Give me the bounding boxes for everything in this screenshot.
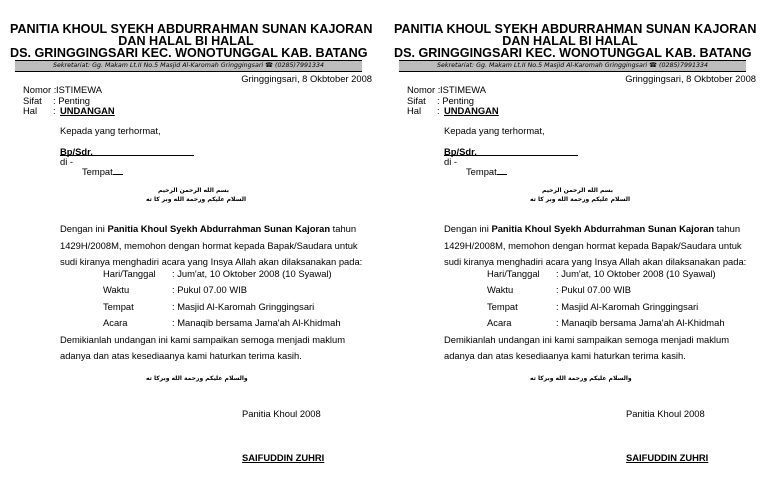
detail-value-waktu: : Pukul 07.00 WIB [172,284,248,295]
hal-label: Hal [407,105,422,116]
intro-line-2: 1429H/2008M, memohon dengan hormat kepada Bapak/Saudara untuk [60,240,358,251]
nomor-label: Nomor : [407,84,441,95]
hal-label: Hal [23,105,38,116]
secretariat-address: Sekretariat: Gg. Makam Lt.II No.5 Masjid Al-Karomah Gringgingsari [436,62,648,69]
intro-line-1: Dengan ini Panitia Khoul Syekh Abdurrahman Sunan Kajoran tahun [60,223,357,234]
letter-date: Gringgingsari, 8 Okbtober 2008 [625,73,756,84]
nomor-value: ISTIMEWA [440,84,487,95]
invitation-letter-left [10,0,382,501]
committee-name: Panitia Khoul Syekh Abdurrahman Sunan Kajoran [107,223,331,234]
intro-line-3: sudi kiranya menghadiri acara yang Insya Allah akan dilaksanakan pada: [60,256,363,267]
detail-label-hari-tanggal: Hari/Tanggal [103,268,156,279]
intro-line-3: sudi kiranya menghadiri acara yang Insya Allah akan dilaksanakan pada: [444,256,747,267]
basmalah: بسم الله الرحمن الرحيم [542,187,614,194]
detail-label-tempat: Tempat [103,301,134,312]
sifat-value: : Penting [53,95,91,106]
sifat-label: Sifat [407,95,426,106]
closing-line-2: adanya dan atas kesediaanya kami haturkan terima kasih. [60,350,302,361]
tempat-label: Tempat [466,166,507,177]
secretariat-phone: (0285)7991334 [659,62,709,69]
hal-separator: : [437,105,440,116]
di-label: di - [60,156,74,167]
hal-value: UNDANGAN [444,105,499,116]
detail-label-acara: Acara [487,317,512,328]
committee-signature: Panitia Khoul 2008 [626,408,705,419]
detail-value-tempat: : Masjid Al-Karomah Gringgingsari [556,301,699,312]
closing-line-2: adanya dan atas kesediaanya kami haturkan terima kasih. [444,350,686,361]
committee-name: Panitia Khoul Syekh Abdurrahman Sunan Kajoran [491,223,715,234]
salutation: Kepada yang terhormat, [60,125,161,136]
detail-value-hari-tanggal: : Jum'at, 10 Oktober 2008 (10 Syawal) [172,268,332,279]
closing-line-1: Demikianlah undangan ini kami sampaikan semoga menjadi maklum [444,334,730,345]
detail-value-tempat: : Masjid Al-Karomah Gringgingsari [172,301,315,312]
detail-label-waktu: Waktu [103,284,130,295]
letterhead-line-1: PANITIA KHOUL SYEKH ABDURRAHMAN SUNAN KAJORAN [10,22,373,36]
sifat-value: : Penting [437,95,475,106]
detail-label-tempat: Tempat [487,301,518,312]
di-label: di - [444,156,458,167]
recipient-label: Bp/Sdr. [444,146,477,157]
secretariat-address: Sekretariat: Gg. Makam Lt.II No.5 Masjid Al-Karomah Gringgingsari [52,62,264,69]
closing-line-1: Demikianlah undangan ini kami sampaikan semoga menjadi maklum [60,334,346,345]
signatory-name: SAIFUDDIN ZUHRI [626,452,709,463]
detail-value-acara: : Manaqib bersama Jama'ah Al-Khidmah [556,317,725,328]
detail-label-hari-tanggal: Hari/Tanggal [487,268,540,279]
sifat-label: Sifat [23,95,42,106]
tempat-underline [113,166,123,175]
secretariat-band [399,60,746,72]
tempat-label: Tempat [82,166,123,177]
nomor-label: Nomor : [23,84,57,95]
detail-value-waktu: : Pukul 07.00 WIB [556,284,632,295]
invitation-letter-right [394,0,766,501]
intro-line-1: Dengan ini Panitia Khoul Syekh Abdurrahman Sunan Kajoran tahun [444,223,741,234]
detail-label-acara: Acara [103,317,128,328]
detail-value-hari-tanggal: : Jum'at, 10 Oktober 2008 (10 Syawal) [556,268,716,279]
phone-icon: ☎ [649,62,658,69]
nomor-value: ISTIMEWA [56,84,103,95]
secretariat-phone: (0285)7991334 [275,62,325,69]
salam-opening: السلام عليكم ورحمة الله وبر كا ته [530,196,631,203]
detail-value-acara: : Manaqib bersama Jama'ah Al-Khidmah [172,317,341,328]
letterhead-line-3: DS. GRINGGINGSARI KEC. WONOTUNGGAL KAB. BATANG [394,46,752,60]
tempat-underline [497,166,507,175]
letterhead-line-1: PANITIA KHOUL SYEKH ABDURRAHMAN SUNAN KAJORAN [394,22,757,36]
salam-opening: السلام عليكم ورحمة الله وبر كا ته [146,196,247,203]
letter-date: Gringgingsari, 8 Okbtober 2008 [241,73,372,84]
salam-closing: والسلام عليكم ورحمة الله وبركا ته [146,375,248,382]
salam-closing: والسلام عليكم ورحمة الله وبركا ته [530,375,632,382]
committee-signature: Panitia Khoul 2008 [242,408,321,419]
hal-separator: : [53,105,56,116]
secretariat-band [15,60,362,72]
recipient-label: Bp/Sdr. [60,146,93,157]
recipient-underline [444,155,578,156]
letterhead-line-3: DS. GRINGGINGSARI KEC. WONOTUNGGAL KAB. BATANG [10,46,368,60]
letterhead-line-2: DAN HALAL BI HALAL [502,34,638,48]
basmalah: بسم الله الرحمن الرحيم [158,187,230,194]
signatory-name: SAIFUDDIN ZUHRI [242,452,325,463]
detail-label-waktu: Waktu [487,284,514,295]
recipient-underline [60,155,194,156]
hal-value: UNDANGAN [60,105,115,116]
salutation: Kepada yang terhormat, [444,125,545,136]
letterhead-line-2: DAN HALAL BI HALAL [118,34,254,48]
phone-icon: ☎ [265,62,274,69]
intro-line-2: 1429H/2008M, memohon dengan hormat kepada Bapak/Saudara untuk [444,240,742,251]
